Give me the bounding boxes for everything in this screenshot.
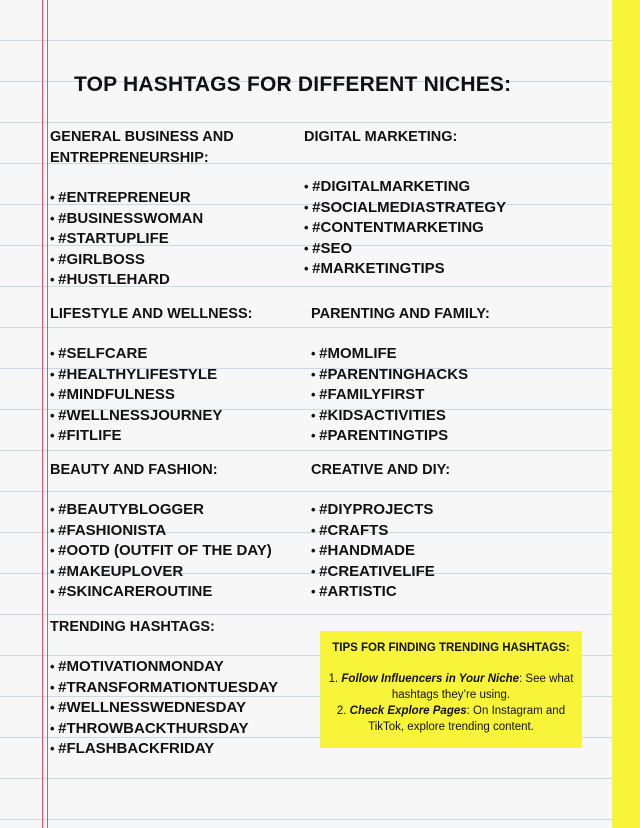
hashtag-item: • #MOTIVATIONMONDAY [50, 657, 312, 678]
margin-line-right [47, 0, 48, 828]
hashtag-item: • #FITLIFE [50, 426, 300, 447]
hashtag-item: • #TRANSFORMATIONTUESDAY [50, 678, 312, 699]
hashtag-item: • #SKINCAREROUTINE [50, 582, 310, 603]
hashtag-list [50, 500, 310, 603]
hashtag-item: • #CONTENTMARKETING [304, 218, 594, 239]
tip-bold: Follow Influencers in Your Niche [341, 673, 520, 685]
hashtag-item: • #FAMILYFIRST [311, 385, 591, 406]
section-heading: BEAUTY AND FASHION: [50, 462, 218, 478]
section-parenting-family [311, 304, 591, 447]
hashtag-list [311, 500, 591, 603]
section-trending [50, 617, 312, 760]
hashtag-item: • #PARENTINGHACKS [311, 365, 591, 386]
section-beauty-fashion [50, 460, 310, 603]
tip-number: 2. [336, 705, 347, 717]
section-digital-marketing [304, 127, 594, 280]
tip-bold: Check Explore Pages [349, 705, 467, 717]
hashtag-item: • #BEAUTYBLOGGER [50, 500, 310, 521]
hashtag-item: • #HEALTHYLIFESTYLE [50, 365, 300, 386]
hashtag-item: • #WELLNESSWEDNESDAY [50, 698, 312, 719]
hashtag-item: • #DIYPROJECTS [311, 500, 591, 521]
hashtag-item: • #SEO [304, 239, 594, 260]
hashtag-item: • #SOCIALMEDIASTRATEGY [304, 198, 594, 219]
hashtag-item: • #MINDFULNESS [50, 385, 300, 406]
hashtag-item: • #MARKETINGTIPS [304, 259, 594, 280]
hashtag-item: • #KIDSACTIVITIES [311, 406, 591, 427]
tips-box [320, 631, 582, 748]
hashtag-item: • #ENTREPRENEUR [50, 188, 290, 209]
tip-text: : On Instagram and TikTok, explore trending content. [368, 705, 566, 733]
yellow-edge-strip [612, 0, 640, 828]
hashtag-item: • #PARENTINGTIPS [311, 426, 591, 447]
section-heading: CREATIVE AND DIY: [311, 462, 451, 478]
hashtag-list [50, 344, 300, 447]
section-heading: TRENDING HASHTAGS: [50, 619, 215, 635]
hashtag-item: • #THROWBACKTHURSDAY [50, 719, 312, 740]
page-title: TOP HASHTAGS FOR DIFFERENT NICHES: [74, 73, 512, 96]
hashtag-item: • #BUSINESSWOMAN [50, 209, 290, 230]
section-heading: PARENTING AND FAMILY: [311, 306, 490, 322]
hashtag-item: • #GIRLBOSS [50, 250, 290, 271]
hashtag-item: • #MAKEUPLOVER [50, 562, 310, 583]
section-heading: LIFESTYLE AND WELLNESS: [50, 306, 253, 322]
hashtag-item: • #WELLNESSJOURNEY [50, 406, 300, 427]
tip-text: : See what hashtags they’re using. [391, 673, 574, 701]
hashtag-item: • #STARTUPLIFE [50, 229, 290, 250]
tips-title: TIPS FOR FINDING TRENDING HASHTAGS: [332, 642, 570, 654]
hashtag-list [50, 657, 312, 760]
tip-item [326, 671, 576, 703]
hashtag-item: • #SELFCARE [50, 344, 300, 365]
hashtag-list [304, 177, 594, 280]
tip-item [326, 703, 576, 735]
section-heading: GENERAL BUSINESS AND ENTREPRENEURSHIP: [50, 129, 234, 166]
tip-number: 1. [328, 673, 339, 685]
hashtag-item: • #ARTISTIC [311, 582, 591, 603]
margin-line-left [42, 0, 43, 828]
section-creative-diy [311, 460, 591, 603]
hashtag-item: • #MOMLIFE [311, 344, 591, 365]
hashtag-list [50, 188, 290, 291]
section-lifestyle-wellness [50, 304, 300, 447]
section-heading: DIGITAL MARKETING: [304, 129, 458, 145]
hashtag-item: • #FLASHBACKFRIDAY [50, 739, 312, 760]
section-general-business [50, 127, 290, 291]
hashtag-item: • #CREATIVELIFE [311, 562, 591, 583]
hashtag-item: • #HANDMADE [311, 541, 591, 562]
hashtag-item: • #HUSTLEHARD [50, 270, 290, 291]
hashtag-list [311, 344, 591, 447]
hashtag-item: • #OOTD (OUTFIT OF THE DAY) [50, 541, 310, 562]
hashtag-item: • #FASHIONISTA [50, 521, 310, 542]
hashtag-item: • #DIGITALMARKETING [304, 177, 594, 198]
hashtag-item: • #CRAFTS [311, 521, 591, 542]
